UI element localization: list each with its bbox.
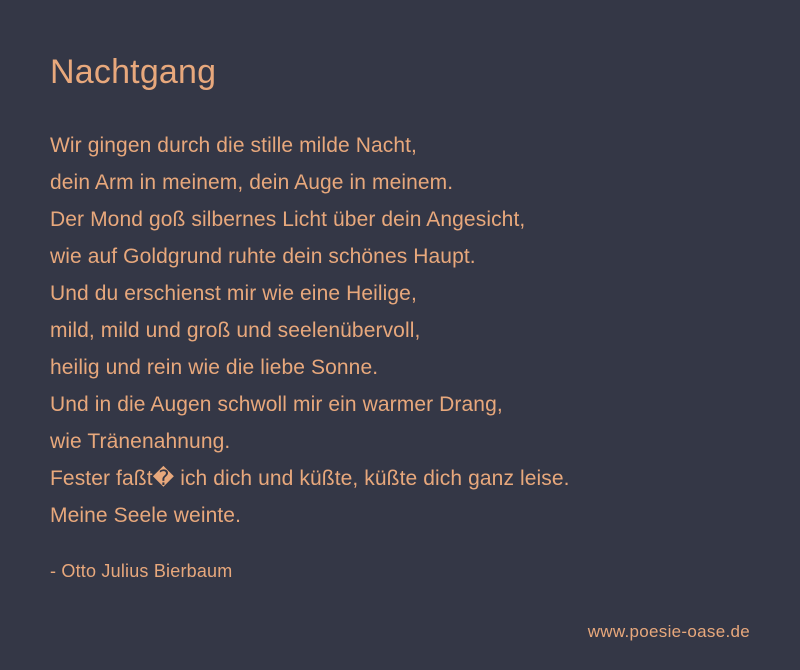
poem-line: Meine Seele weinte.	[50, 503, 242, 527]
poem-line: Und du erschienst mir wie eine Heilige,	[50, 281, 417, 305]
poem-line: wie auf Goldgrund ruhte dein schönes Haupt.	[50, 244, 476, 268]
poem-line: Und in die Augen schwoll mir ein warmer Drang,	[50, 392, 503, 416]
poem-line: mild, mild und groß und seelenübervoll,	[50, 318, 421, 342]
source-website: www.poesie-oase.de	[587, 622, 750, 641]
poem-line: Fester faßt� ich dich und küßte, küßte dich ganz leise.	[50, 466, 570, 490]
poem-text	[50, 127, 750, 534]
poem-line: Wir gingen durch die stille milde Nacht,	[50, 133, 417, 157]
poem-line: wie Tränenahnung.	[50, 429, 231, 453]
poem-line: dein Arm in meinem, dein Auge in meinem.	[50, 170, 454, 194]
poem-line: heilig und rein wie die liebe Sonne.	[50, 355, 379, 379]
page-title: Nachtgang	[50, 53, 217, 91]
poem-line: Der Mond goß silbernes Licht über dein Angesicht,	[50, 207, 526, 231]
poem-author: - Otto Julius Bierbaum	[50, 560, 233, 581]
